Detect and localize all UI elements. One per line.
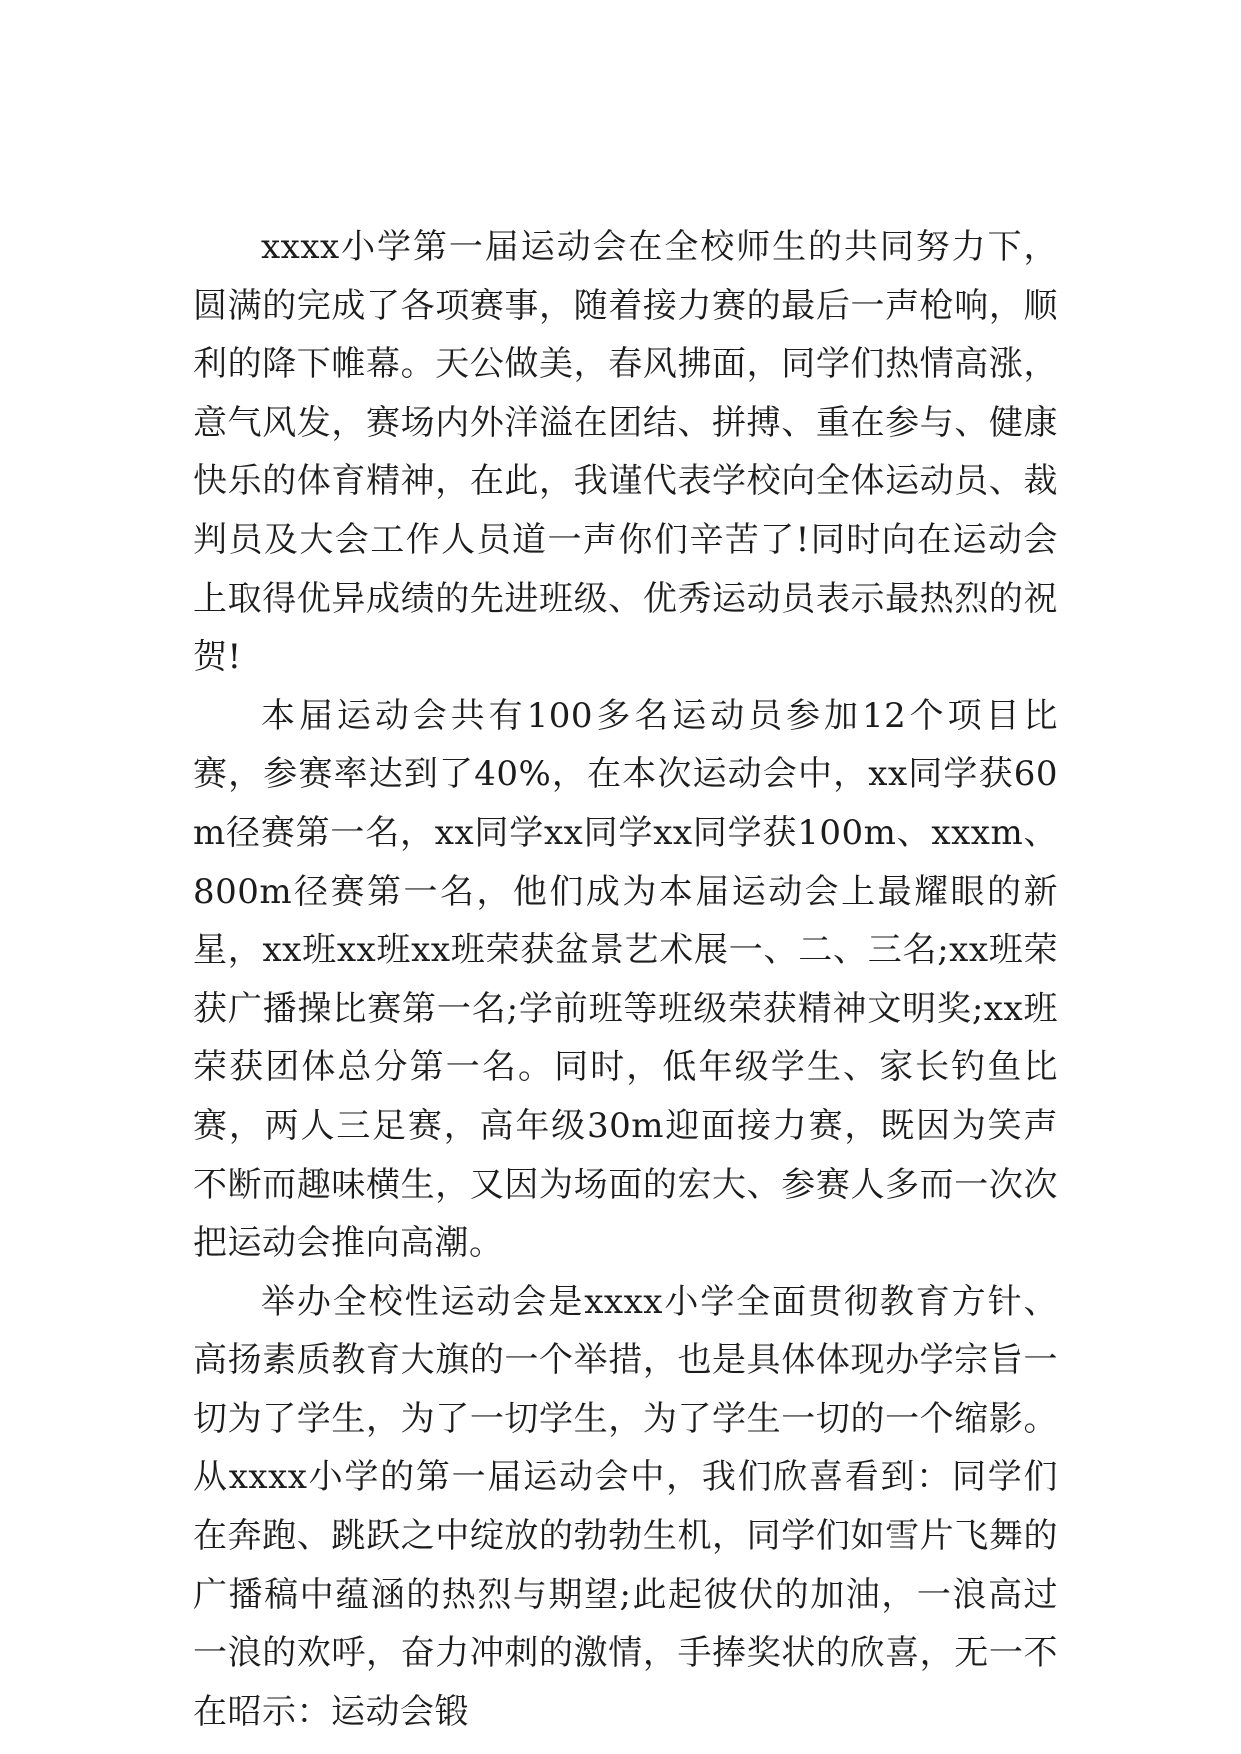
paragraph-1: xxxx小学第一届运动会在全校师生的共同努力下，圆满的完成了各项赛事，随着接力赛的最后一声枪响，顺利的降下帷幕。天公做美，春风拂面，同学们热情高涨，意气风发，赛场内外洋溢在团结、拼搏、重在参与、健康快乐的体育精神，在此，我谨代表学校向全体运动员、裁判员及大会工作人员道一声你们辛苦了!同时向在运动会上取得优异成绩的先进班级、优秀运动员表示最热烈的祝贺! [193,227,1058,678]
paragraph-3: 举办全校性运动会是xxxx小学全面贯彻教育方针、高扬素质教育大旗的一个举措，也是具体体现办学宗旨一切为了学生，为了一切学生，为了学生一切的一个缩影。从xxxx小学的第一届运动会中，我们欣喜看到：同学们在奔跑、跳跃之中绽放的勃勃生机，同学们如雪片飞舞的广播稿中蕴涵的热烈与期望;此起彼伏的加油，一浪高过一浪的欢呼，奋力冲刺的激情，手捧奖状的欣喜，无一不在昭示：运动会锻 [193,1281,1058,1732]
document-body [193,218,1058,1741]
paragraph-2: 本届运动会共有100多名运动员参加12个项目比赛，参赛率达到了40%，在本次运动会中，xx同学获60m径赛第一名，xx同学xx同学xx同学获100m、xxxm、800m径赛第一名，他们成为本届运动会上最耀眼的新星，xx班xx班xx班荣获盆景艺术展一、二、三名;xx班荣获广播操比赛第一名;学前班等班级荣获精神文明奖;xx班荣获团体总分第一名。同时，低年级学生、家长钓鱼比赛，两人三足赛，高年级30m迎面接力赛，既因为笑声不断而趣味横生，又因为场面的宏大、参赛人多而一次次把运动会推向高潮。 [193,695,1058,1264]
